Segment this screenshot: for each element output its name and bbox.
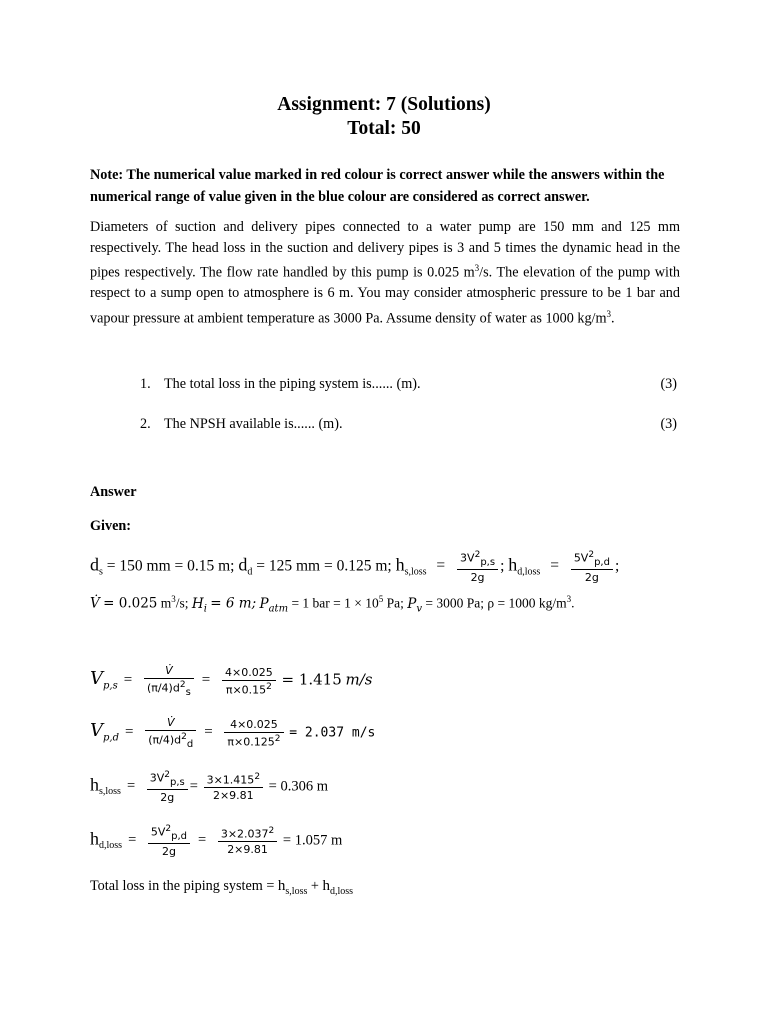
suction-velocity-eq: $V_{p,s}$ = $\frac{V̇}{(\pi/4)d^2_s}$ = $\frac{4\times 0.025}{\pi\times 0.15^2}$ = 1.415 m/s — [90, 664, 373, 698]
given-parameters-row: V̇ = 0.025 $m^3/s$; $H_i = 6$ m; $P_{atm} = 1$ bar = $1 \times 10^5$ Pa; $P_v = 3000$ Pa; ρ = 1000 $kg/m^3$. — [90, 594, 575, 615]
given-diameters-row: $d_s = 150$ mm = 0.15 m; $d_d = 125$ mm = 0.125 m; $h_{s,loss}$ = $\frac{3V^2_{p,s}}{2g}$ ; $h_{d,loss}$ = $\frac{5V^2_{p,d}}{2g}$ ; — [90, 550, 620, 584]
page-title: Assignment: 7 (Solutions) — [277, 94, 491, 115]
note-paragraph: Note: The numerical value marked in red colour is correct answer while the answers within the numerical range of value given in the blue colour are considered as correct answer. — [90, 167, 665, 205]
question-1: 1. The total loss in the piping system is...... (m). (3) — [140, 376, 677, 392]
page-subtitle-total: Total: 50 — [347, 118, 421, 139]
hs-loss-formula: $\frac{3V^2_{p,s}}{2g}$ — [457, 550, 498, 584]
total-loss-line: Total loss in the piping system = $h_{s,loss} + h_{d,loss}$ — [90, 878, 354, 897]
answer-heading: Answer — [90, 484, 137, 500]
problem-statement: Diameters of suction and delivery pipes connected to a water pump are 150 mm and 125 mm respectively. The head loss in the suction and delivery pipes is 3 and 5 times the dynamic head in the pipes respectively. The flow rate handled by this pump is 0.025 $m^3/s$. The elevation of the pump with respect to a sump open to atmosphere is 6 m. You may consider atmospheric pressure to be 1 bar and vapour pressure at ambient temperature as 3000 Pa. Assume density of water as 1000 $kg/m^3$. — [90, 219, 681, 327]
delivery-loss-eq: $h_{d,loss}$ = $\frac{5V^2_{p,d}}{2g}$ = $\frac{3\times 2.037^2}{2\times 9.81}$ = 1.057 m — [90, 824, 343, 858]
hd-loss-formula: $\frac{5V^2_{p,d}}{2g}$ — [571, 550, 613, 584]
question-2-marks: (3) — [660, 416, 677, 432]
question-1-marks: (3) — [660, 376, 677, 392]
delivery-velocity-eq: $V_{p,d}$ = $\frac{V̇}{(\pi/4)d^2_d}$ = $\frac{4\times 0.025}{\pi\times 0.125^2}$ = 2.037 m/s — [90, 716, 376, 750]
given-heading: Given: — [90, 518, 131, 534]
suction-loss-eq: $h_{s,loss}$ = $\frac{3V^2_{p,s}}{2g}$ = $\frac{3\times 1.415^2}{2\times 9.81}$ = 0.306 m — [90, 770, 329, 804]
question-2: 2. The NPSH available is...... (m). (3) — [140, 416, 677, 432]
